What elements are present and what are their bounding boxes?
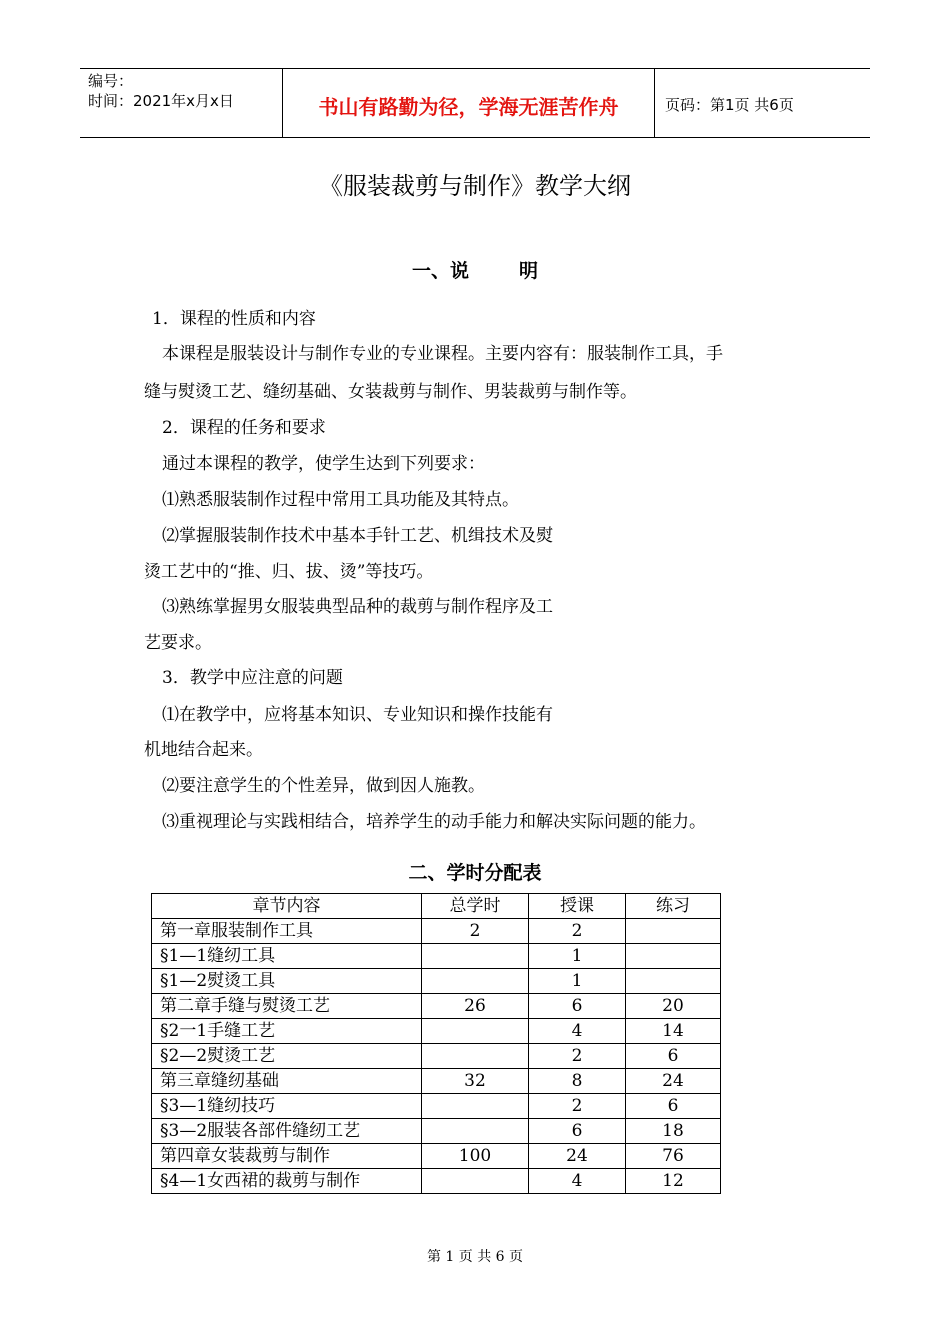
table-row xyxy=(152,944,721,969)
table-cell: 6 xyxy=(626,1094,721,1119)
paragraph: 1．课程的性质和内容 xyxy=(152,309,316,329)
paragraph: 3．教学中应注意的问题 xyxy=(162,668,343,688)
paragraph: 烫工艺中的“推、归、拔、烫”等技巧。 xyxy=(144,562,434,582)
table-row xyxy=(152,1044,721,1069)
table-cell: 4 xyxy=(529,1169,626,1194)
table-cell: 100 xyxy=(422,1144,529,1169)
paragraph: 2．课程的任务和要求 xyxy=(162,418,326,438)
table-row xyxy=(152,994,721,1019)
paragraph: ⑶熟练掌握男女服装典型品种的裁剪与制作程序及工 xyxy=(162,597,553,617)
table-cell xyxy=(626,919,721,944)
table-cell: 2 xyxy=(422,919,529,944)
table-cell: 2 xyxy=(529,1094,626,1119)
table-cell: 14 xyxy=(626,1019,721,1044)
table-cell: 6 xyxy=(529,994,626,1019)
table-cell xyxy=(422,969,529,994)
table-cell: 6 xyxy=(529,1119,626,1144)
table-cell: 18 xyxy=(626,1119,721,1144)
table-row xyxy=(152,919,721,944)
page-header xyxy=(80,68,870,138)
table-cell: §3—1缝纫技巧 xyxy=(152,1094,422,1119)
page-footer: 第 1 页 共 6 页 xyxy=(426,1249,524,1265)
paragraph: ⑴在教学中，应将基本知识、专业知识和操作技能有 xyxy=(162,705,553,725)
document-title: 《服装裁剪与制作》教学大纲 xyxy=(319,172,631,200)
table-cell: 第一章服装制作工具 xyxy=(152,919,422,944)
paragraph: ⑵掌握服装制作技术中基本手针工艺、机缉技术及熨 xyxy=(162,526,553,546)
column-header: 总学时 xyxy=(422,894,529,919)
table-cell: 第二章手缝与熨烫工艺 xyxy=(152,994,422,1019)
paragraph: 艺要求。 xyxy=(144,633,212,653)
table-cell: 76 xyxy=(626,1144,721,1169)
section-heading-2: 二、学时分配表 xyxy=(408,862,542,884)
hours-table xyxy=(151,893,721,1194)
paragraph: 机地结合起来。 xyxy=(144,740,263,760)
table-row xyxy=(152,1144,721,1169)
paragraph: 本课程是服装设计与制作专业的专业课程。主要内容有：服装制作工具，手 xyxy=(162,344,723,364)
section-heading-1-part2: 明 xyxy=(519,260,539,282)
table-cell: §4—1女西裙的裁剪与制作 xyxy=(152,1169,422,1194)
section-heading-1-part1: 一、说 xyxy=(411,260,469,282)
table-cell: 4 xyxy=(529,1019,626,1044)
table-cell xyxy=(422,1044,529,1069)
table-row xyxy=(152,1019,721,1044)
paragraph: ⑶重视理论与实践相结合，培养学生的动手能力和解决实际问题的能力。 xyxy=(162,812,706,832)
header-meta xyxy=(80,69,283,137)
section-heading-1 xyxy=(0,256,950,283)
table-row xyxy=(152,1119,721,1144)
table-cell: §2—2熨烫工艺 xyxy=(152,1044,422,1069)
table-cell xyxy=(422,1019,529,1044)
table-cell: 24 xyxy=(626,1069,721,1094)
table-cell xyxy=(626,944,721,969)
table-cell: 26 xyxy=(422,994,529,1019)
table-row xyxy=(152,1069,721,1094)
paragraph: 缝与熨烫工艺、缝纫基础、女装裁剪与制作、男装裁剪与制作等。 xyxy=(144,382,637,402)
table-cell: 第三章缝纫基础 xyxy=(152,1069,422,1094)
table-header-row xyxy=(152,894,721,919)
table-row xyxy=(152,1169,721,1194)
paragraph: ⑴熟悉服装制作过程中常用工具功能及其特点。 xyxy=(162,490,519,510)
table-cell: 12 xyxy=(626,1169,721,1194)
table-cell: §1—2熨烫工具 xyxy=(152,969,422,994)
paragraph: 通过本课程的教学，使学生达到下列要求： xyxy=(162,454,485,474)
table-cell: 24 xyxy=(529,1144,626,1169)
table-row xyxy=(152,969,721,994)
table-cell: 8 xyxy=(529,1069,626,1094)
table-cell xyxy=(422,944,529,969)
table-cell: 2 xyxy=(529,919,626,944)
table-cell: 32 xyxy=(422,1069,529,1094)
table-cell: 1 xyxy=(529,969,626,994)
paragraph: ⑵要注意学生的个性差异，做到因人施教。 xyxy=(162,776,485,796)
table-cell: §2一1手缝工艺 xyxy=(152,1019,422,1044)
table-row xyxy=(152,1094,721,1119)
table-cell: §3—2服装各部件缝纫工艺 xyxy=(152,1119,422,1144)
table-cell: 第四章女装裁剪与制作 xyxy=(152,1144,422,1169)
table-cell xyxy=(422,1119,529,1144)
table-cell: §1—1缝纫工具 xyxy=(152,944,422,969)
column-header: 章节内容 xyxy=(152,894,422,919)
header-page-info: 页码：第1页 共6页 xyxy=(665,95,794,114)
table-cell xyxy=(626,969,721,994)
header-motto: 书山有路勤为径，学海无涯苦作舟 xyxy=(283,69,655,137)
table-cell: 1 xyxy=(529,944,626,969)
table-cell xyxy=(422,1094,529,1119)
time-label: 时间：2021年x月x日 xyxy=(88,92,234,110)
table-cell: 20 xyxy=(626,994,721,1019)
table-cell: 2 xyxy=(529,1044,626,1069)
table-cell: 6 xyxy=(626,1044,721,1069)
column-header: 练习 xyxy=(626,894,721,919)
table-cell xyxy=(422,1169,529,1194)
column-header: 授课 xyxy=(529,894,626,919)
number-label: 编号： xyxy=(88,72,134,90)
